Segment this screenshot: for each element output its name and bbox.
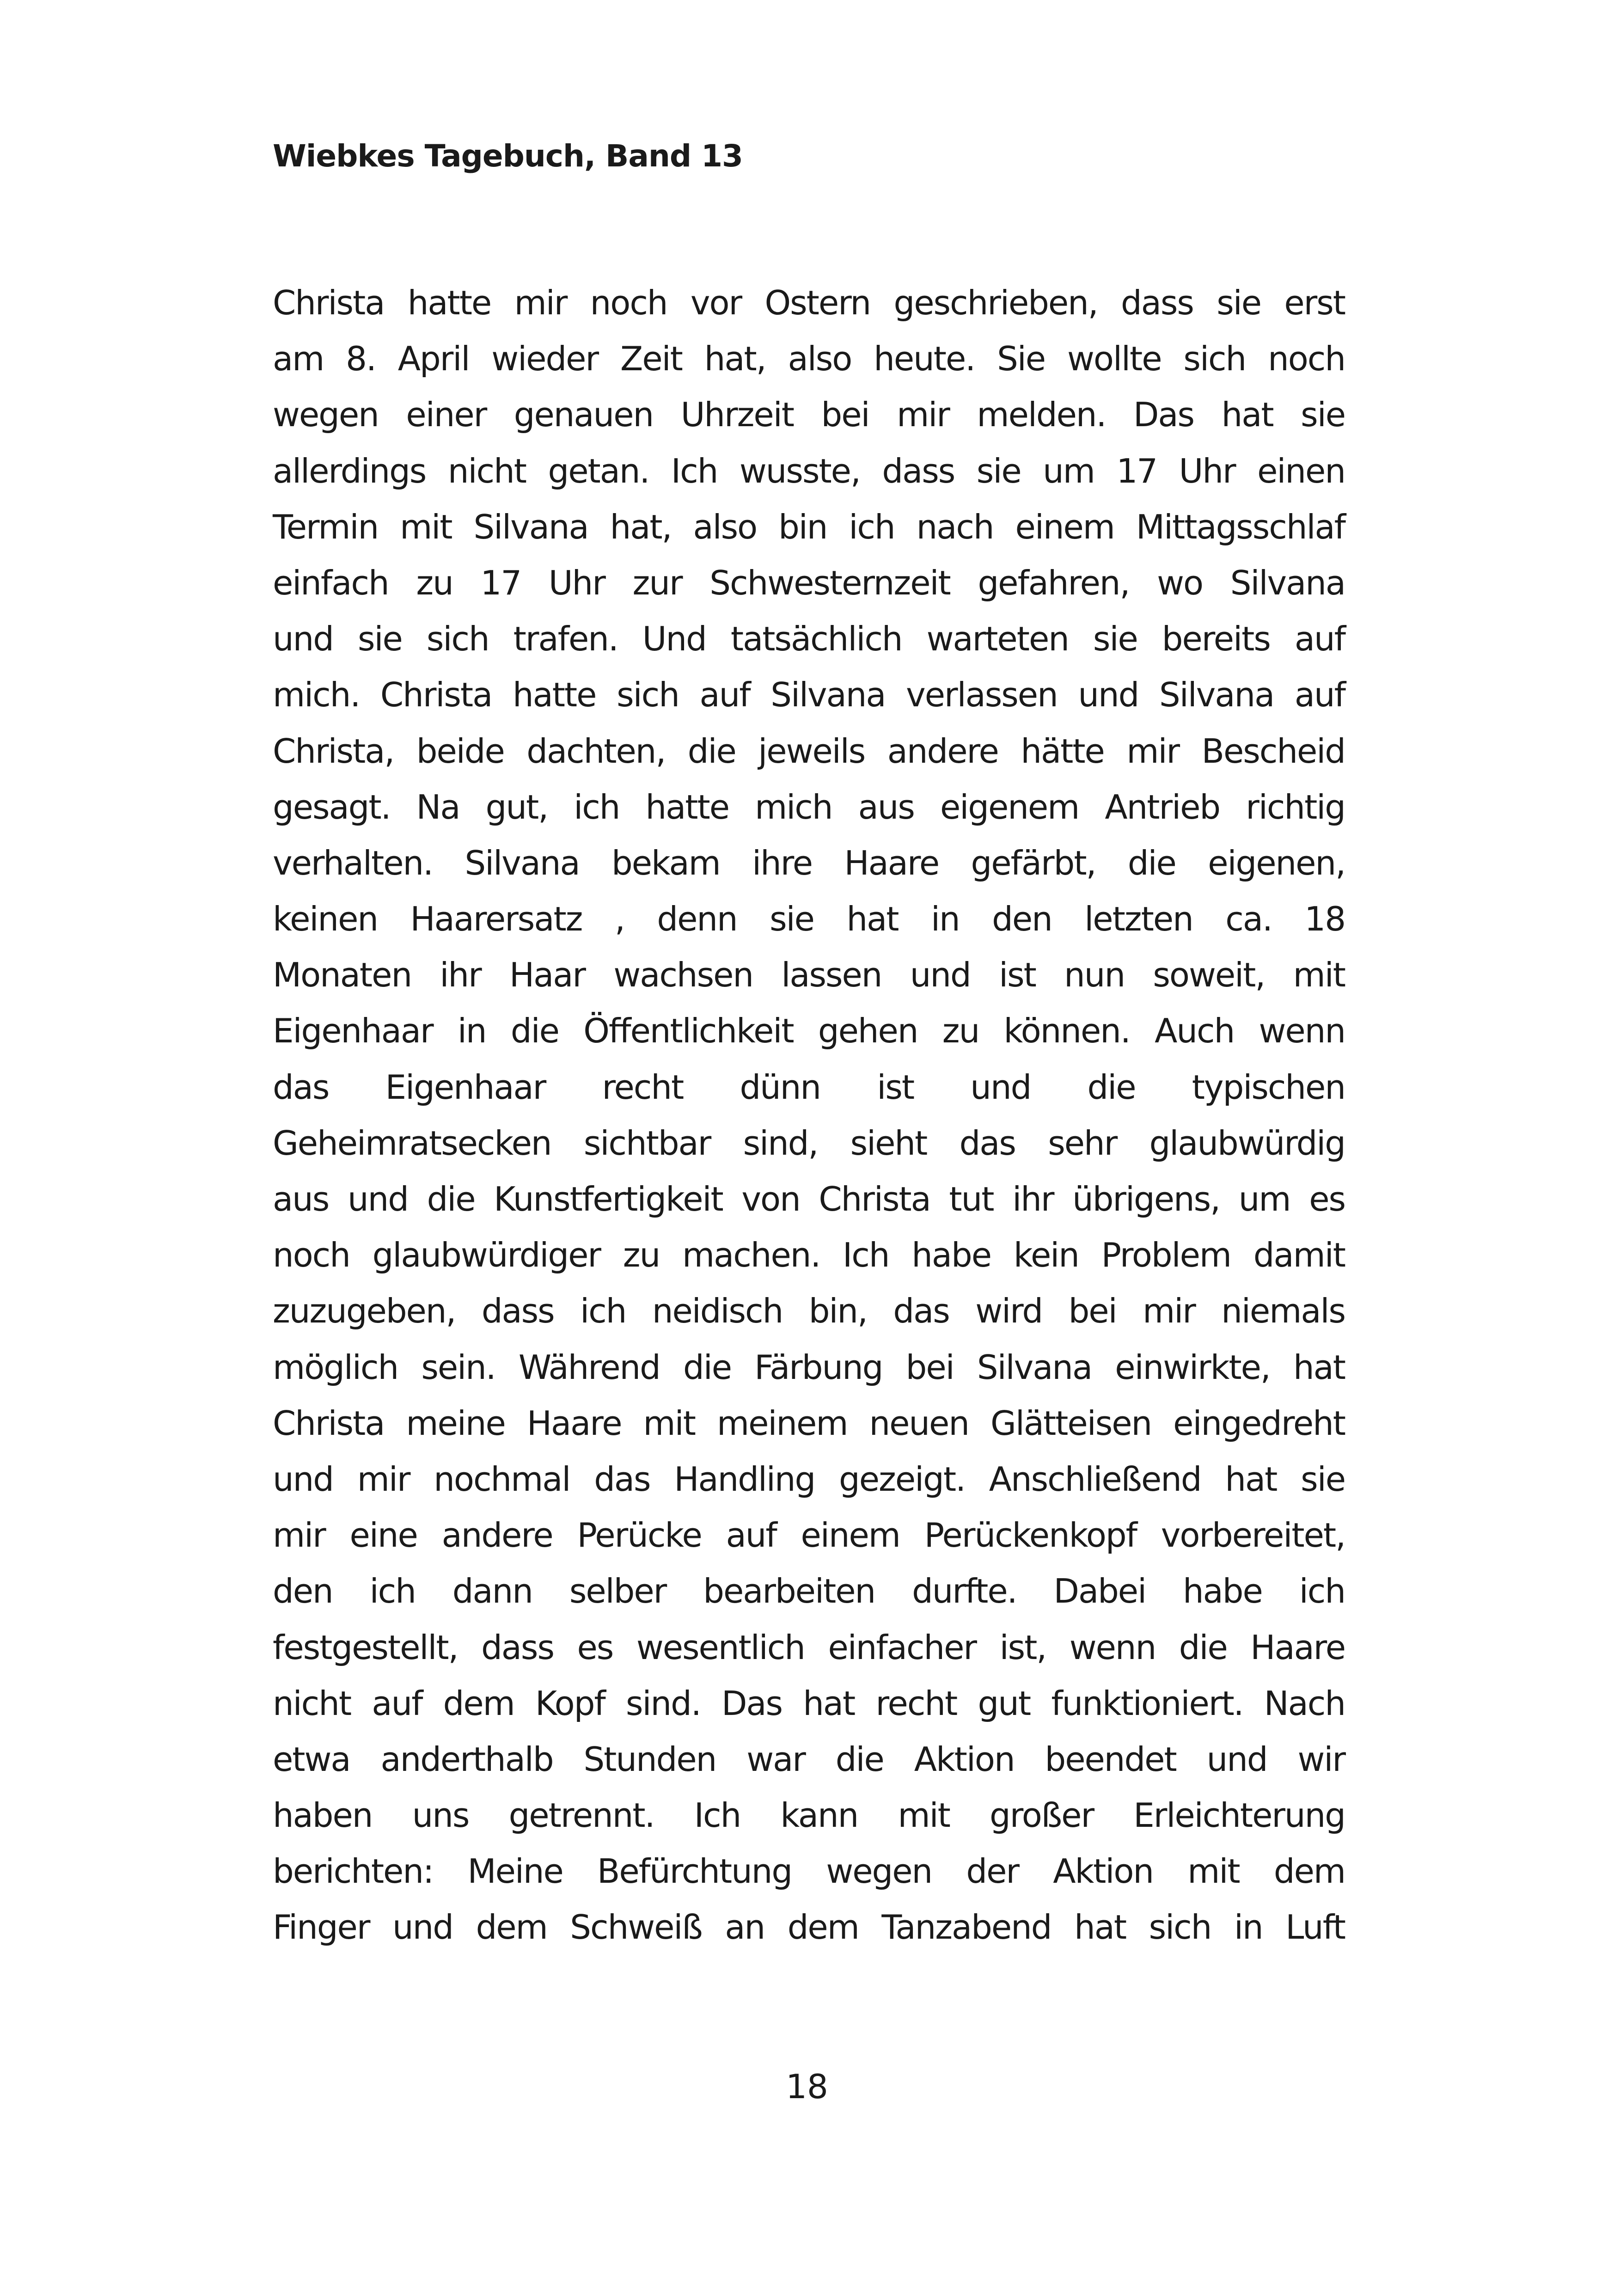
text-line: am 8. April wieder Zeit hat, also heute. Sie wollte sich noch xyxy=(273,339,1345,379)
text-line: berichten: Meine Befürchtung wegen der Aktion mit dem xyxy=(273,1852,1345,1891)
text-line: haben uns getrennt. Ich kann mit großer Erleichterung xyxy=(273,1796,1345,1835)
text-line: und sie sich trafen. Und tatsächlich warteten sie bereits auf xyxy=(273,619,1345,659)
text-line: noch glaubwürdiger zu machen. Ich habe kein Problem damit xyxy=(273,1236,1345,1275)
text-line: keinen Haarersatz , denn sie hat in den letzten ca. 18 xyxy=(273,900,1345,939)
text-line: allerdings nicht getan. Ich wusste, dass sie um 17 Uhr einen xyxy=(273,451,1345,490)
text-line: nicht auf dem Kopf sind. Das hat recht gut funktioniert. Nach xyxy=(273,1684,1345,1723)
text-line: Eigenhaar in die Öffentlichkeit gehen zu können. Auch wenn xyxy=(273,1011,1345,1051)
text-line: einfach zu 17 Uhr zur Schwesternzeit gefahren, wo Silvana xyxy=(273,563,1345,602)
body-text xyxy=(273,275,1345,1956)
text-line: festgestellt, dass es wesentlich einfacher ist, wenn die Haare xyxy=(273,1628,1345,1667)
text-line: gesagt. Na gut, ich hatte mich aus eigenem Antrieb richtig xyxy=(273,787,1345,827)
text-line: Termin mit Silvana hat, also bin ich nach einem Mittagsschlaf xyxy=(273,507,1345,546)
text-line: den ich dann selber bearbeiten durfte. Dabei habe ich xyxy=(273,1572,1345,1611)
text-line: mich. Christa hatte sich auf Silvana verlassen und Silvana auf xyxy=(273,675,1345,715)
page-heading: Wiebkes Tagebuch, Band 13 xyxy=(273,138,743,174)
text-line: Geheimratsecken sichtbar sind, sieht das sehr glaubwürdig xyxy=(273,1123,1345,1163)
text-line: und mir nochmal das Handling gezeigt. Anschließend hat sie xyxy=(273,1459,1345,1499)
text-line: aus und die Kunstfertigkeit von Christa tut ihr übrigens, um es xyxy=(273,1180,1345,1218)
text-line: Finger und dem Schweiß an dem Tanzabend hat sich in Luft xyxy=(273,1908,1345,1947)
text-line: etwa anderthalb Stunden war die Aktion beendet und wir xyxy=(273,1739,1345,1779)
page-number: 18 xyxy=(786,2067,828,2106)
text-line: Christa meine Haare mit meinem neuen Glätteisen eingedreht xyxy=(273,1403,1345,1443)
text-line: wegen einer genauen Uhrzeit bei mir melden. Das hat sie xyxy=(273,395,1345,435)
text-line: mir eine andere Perücke auf einem Perückenkopf vorbereitet, xyxy=(273,1516,1345,1555)
text-line: das Eigenhaar recht dünn ist und die typischen xyxy=(273,1067,1345,1107)
text-line: verhalten. Silvana bekam ihre Haare gefärbt, die eigenen, xyxy=(273,843,1345,882)
text-line: zuzugeben, dass ich neidisch bin, das wird bei mir niemals xyxy=(273,1292,1345,1331)
text-line: Monaten ihr Haar wachsen lassen und ist nun soweit, mit xyxy=(273,955,1345,995)
text-line: Christa hatte mir noch vor Ostern geschrieben, dass sie erst xyxy=(273,283,1345,322)
text-line: möglich sein. Während die Färbung bei Silvana einwirkte, hat xyxy=(273,1347,1345,1387)
text-line: Christa, beide dachten, die jeweils andere hätte mir Bescheid xyxy=(273,731,1345,771)
